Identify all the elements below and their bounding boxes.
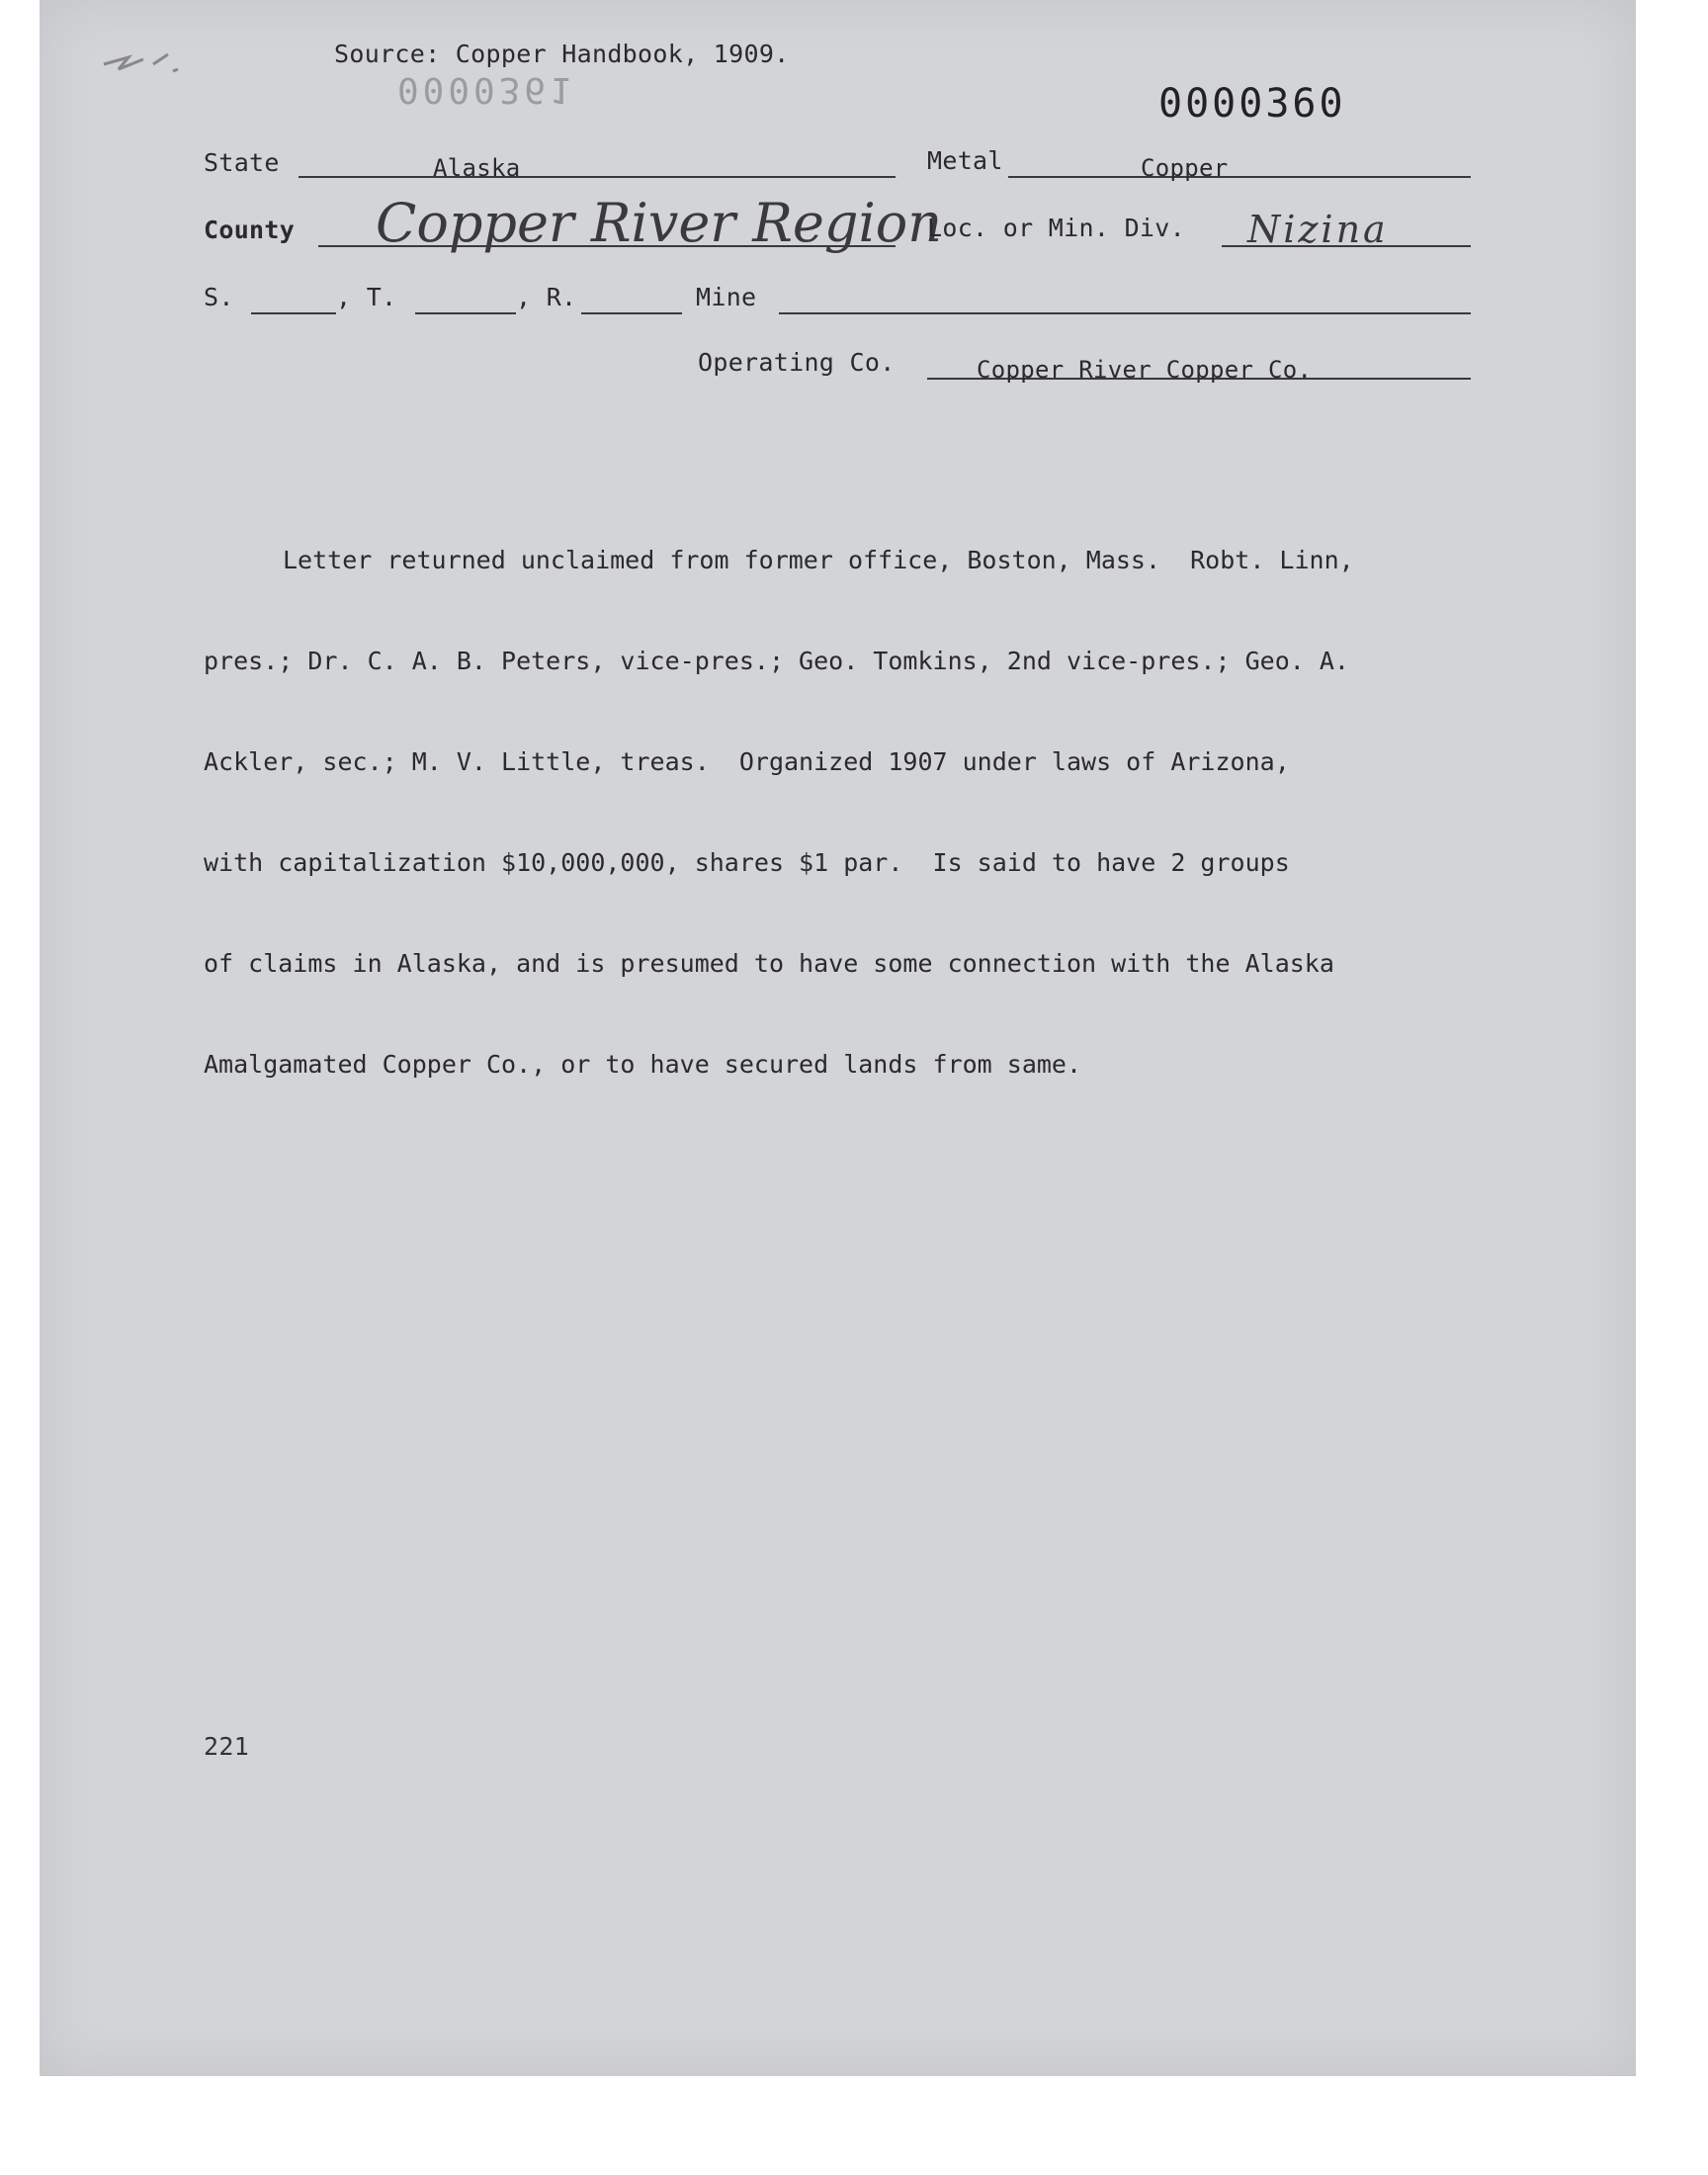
opco-label: Operating Co. — [698, 348, 896, 377]
body-line: pres.; Dr. C. A. B. Peters, vice-pres.; Geo. Tomkins, 2nd vice-pres.; Geo. A. — [204, 647, 1349, 675]
township-label: , T. — [336, 283, 397, 311]
document-number: 0000360 — [1158, 81, 1346, 127]
opco-value: Copper River Copper Co. — [977, 356, 1313, 384]
metal-label: Metal — [927, 146, 1003, 175]
county-value-handwritten: Copper River Region — [376, 192, 943, 254]
range-underline — [581, 312, 682, 314]
section-underline — [251, 312, 336, 314]
body-paragraph — [204, 477, 1489, 1115]
page-number: 221 — [204, 1732, 250, 1761]
body-line: Letter returned unclaimed from former office, Boston, Mass. Robt. Linn, — [283, 546, 1354, 574]
locdiv-value-handwritten: Nizina — [1247, 208, 1389, 251]
county-label: County — [204, 216, 296, 244]
mine-underline — [779, 312, 1471, 314]
body-line: Ackler, sec.; M. V. Little, treas. Organized 1907 under laws of Arizona, — [204, 747, 1290, 776]
metal-underline — [1008, 176, 1471, 178]
metal-value: Copper — [1141, 154, 1229, 182]
pencil-mark-icon — [99, 30, 188, 79]
locdiv-label: Loc. or Min. Div. — [927, 214, 1185, 242]
state-underline — [299, 176, 896, 178]
state-value: Alaska — [433, 154, 521, 182]
body-line: with capitalization $10,000,000, shares $1 par. Is said to have 2 groups — [204, 848, 1290, 877]
body-line: Amalgamated Copper Co., or to have secured lands from same. — [204, 1050, 1082, 1079]
mine-label: Mine — [696, 283, 757, 311]
township-underline — [415, 312, 516, 314]
source-line: Source: Copper Handbook, 1909. — [334, 40, 790, 68]
body-line: of claims in Alaska, and is presumed to have some connection with the Alaska — [204, 949, 1334, 978]
faded-stamp-number: 0000361 — [397, 69, 575, 110]
range-label: , R. — [516, 283, 577, 311]
state-label: State — [204, 148, 280, 177]
section-label: S. — [204, 283, 234, 311]
